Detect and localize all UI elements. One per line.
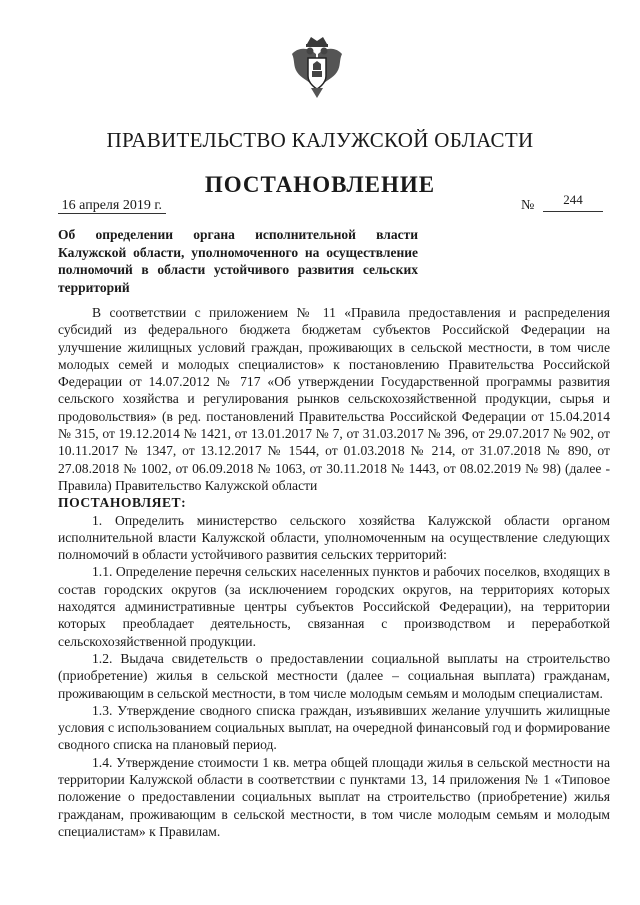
coat-of-arms-icon	[289, 34, 345, 102]
document-date: 16 апреля 2019 г.	[58, 199, 166, 214]
paragraph-intro: В соответствии с приложением № 11 «Правила предоставления и распределения субсидий из федерального бюджета бюджетам субъектов Российской Федерации на улучшение жилищных условий граждан, проживающих в сельской местности, в том числе молодых семей и молодых специалистов» к постановлению Правительства Российской Федерации от 14.07.2012 № 717 «Об утверждении Государственной программы развития сельского хозяйства и регулирования рынков сельскохозяйственной продукции, сырья и продовольствия» (в ред. постановлений Правительства Российской Федерации от 15.04.2014 № 315, от 19.12.2014 № 1421, от 13.01.2017 № 7, от 31.03.2017 № 396, от 29.07.2017 № 902, от 10.11.2017 № 1347, от 13.12.2017 № 1544, от 01.03.2018 № 214, от 31.07.2018 № 890, от 27.08.2018 № 1002, от 06.09.2018 № 1063, от 30.11.2018 № 1443, от 08.02.2019 № 98) (далее - Правила) Правительство Калужской области	[58, 305, 610, 493]
organization-name: ПРАВИТЕЛЬСТВО КАЛУЖСКОЙ ОБЛАСТИ	[106, 128, 534, 152]
document-title: Об определении органа исполнительной власти Калужской области, уполномоченного на осуществление полномочий в области устойчивого развития сельских территорий	[58, 227, 418, 295]
paragraph-1-1: 1.1. Определение перечня сельских населенных пунктов и рабочих поселков, входящих в состав городских округов (за исключением городских округов, на территориях которых находятся административные центры субъектов Российской Федерации), на территории которых преобладает деятельность, связанная с производством и переработкой сельскохозяйственной продукции.	[58, 564, 610, 649]
number-label: №	[521, 198, 535, 213]
paragraph-1: 1. Определить министерство сельского хозяйства Калужской области органом исполнительной власти Калужской области, уполномоченным на осуществление следующих полномочий в области устойчивого развития сельских территорий:	[58, 512, 610, 563]
document-body	[58, 304, 610, 840]
paragraph-1-2: 1.2. Выдача свидетельств о предоставлении социальной выплаты на строительство (приобретение) жилья в сельской местности (далее – социальная выплата) гражданам, проживающим в сельской местности, в том числе молодым семьям и молодым специалистам.	[58, 650, 610, 701]
document-type: ПОСТАНОВЛЕНИЕ	[204, 172, 436, 197]
paragraph-1-3: 1.3. Утверждение сводного списка граждан, изъявивших желание улучшить жилищные условия с использованием социальных выплат, на очередной финансовый год и формирование сводного списка на плановый период.	[58, 702, 610, 753]
document-number: 244	[543, 193, 603, 212]
paragraph-1-4: 1.4. Утверждение стоимости 1 кв. метра общей площади жилья в сельской местности на территории Калужской области в соответствии с пунктами 13, 14 приложения № 1 «Типовое положение о предоставлении социальных выплат на строительство (приобретение) жилья гражданам, проживающим в сельской местности, в том числе молодым семьям и молодым специалистам» к Правилам.	[58, 754, 610, 839]
decree-word: ПОСТАНОВЛЯЕТ:	[58, 495, 187, 511]
